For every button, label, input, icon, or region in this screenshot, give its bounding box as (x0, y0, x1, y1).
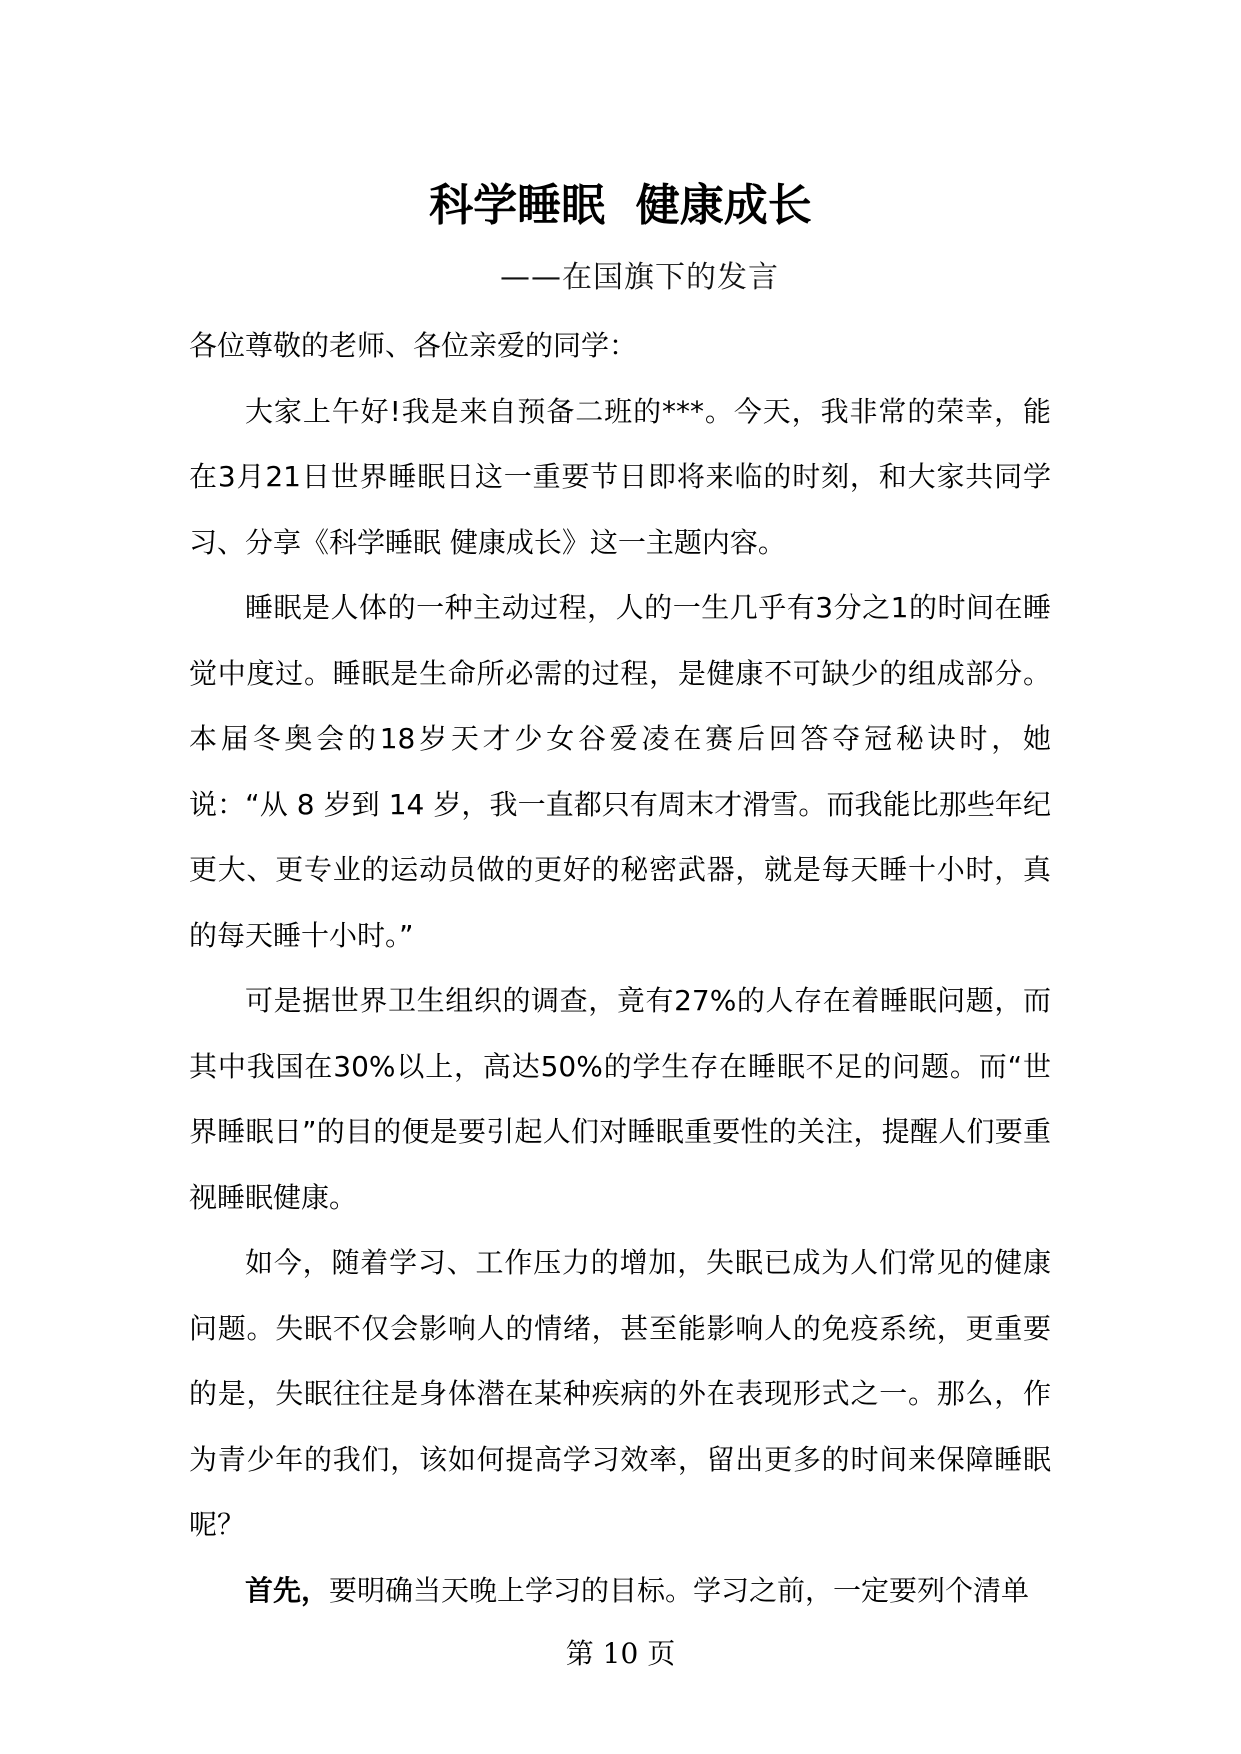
first-step-text: 要明确当天晚上学习的目标。学习之前，一定要列个清单 (329, 1573, 1030, 1607)
salutation: 各位尊敬的老师、各位亲爱的同学： (189, 329, 638, 362)
paragraph-sleep-importance: 睡眠是人体的一种主动过程，人的一生几乎有3分之1的时间在睡觉中度过。睡眠是生命所必需的过程，是健康不可缺少的组成部分。本届冬奥会的18岁天才少女谷爱凌在赛后回答夺冠秘诀时，她说：“从 8 岁到 14 岁，我一直都只有周末才滑雪。而我能比那些年纪更大、更专业的运动员做的更好的秘密武器，就是每天睡十小时，真的每天睡十小时。” (189, 591, 1051, 952)
paragraph-first-step (189, 1558, 1051, 1624)
document-subtitle: ——在国旗下的发言 (500, 260, 779, 295)
paragraph-who-survey: 可是据世界卫生组织的调查，竟有27%的人存在着睡眠问题，而其中我国在30%以上，高达50%的学生存在睡眠不足的问题。而“世界睡眠日”的目的便是要引起人们对睡眠重要性的关注，提醒人们要重视睡眠健康。 (189, 984, 1051, 1214)
page-number: 第 10 页 (565, 1637, 676, 1670)
document-title: 科学睡眠 健康成长 (429, 180, 812, 231)
first-step-lead: 首先， (245, 1573, 330, 1607)
document-body (189, 313, 1051, 1623)
paragraph-greeting: 大家上午好!我是来自预备二班的***。今天，我非常的荣幸，能在3月21日世界睡眠日这一重要节日即将来临的时刻，和大家共同学习、分享《科学睡眠 健康成长》这一主题内容。 (189, 394, 1051, 559)
paragraph-insomnia: 如今，随着学习、工作压力的增加，失眠已成为人们常见的健康问题。失眠不仅会影响人的情绪，甚至能影响人的免疫系统，更重要的是，失眠往往是身体潜在某种疾病的外在表现形式之一。那么，作为青少年的我们，该如何提高学习效率，留出更多的时间来保障睡眠呢？ (189, 1246, 1051, 1541)
